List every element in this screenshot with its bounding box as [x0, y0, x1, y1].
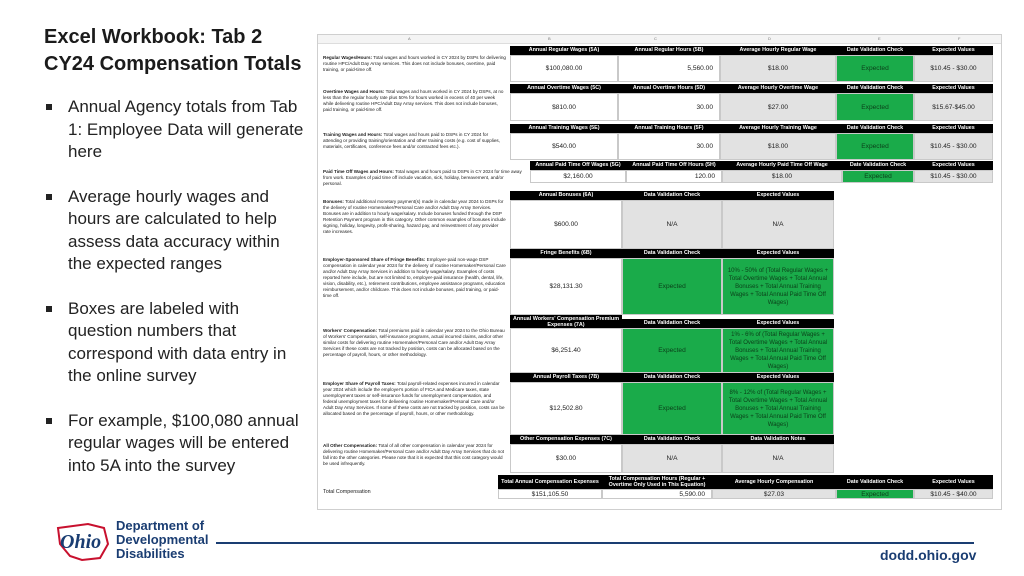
column-letters: A B C D E F: [318, 35, 1001, 44]
table-row: Annual Workers' Compensation Premium Expenses (7A) Data Validation Check Expected Values Workers' Compensation: Total premiums paid in calendar year 2024 to the Ohio Bureau of Workers' Compensation, self-insurance programs, actual incurred claims, and/or other similar costs for delivering routine Homemaker/Personal Care and/or Adult Day Array Services if these costs are not tracked by position, costs can be allocated based on the percentage of payroll, hours, or other methodology. $6,251.40 Expected 1% - 6% of (Total Regular Wages + Total Overtime Wages + Total Annual Bonuses + Total Annual Training Wages + Total Annual Paid Time Off Wages): [318, 315, 1001, 373]
bullet-marker: [46, 306, 52, 312]
bullet-list: [46, 96, 304, 499]
svg-text:Ohio: Ohio: [60, 531, 102, 553]
slide-title: [44, 24, 314, 78]
regular-hours-5b: 5,560.00: [618, 55, 720, 82]
bullet-item: For example, $100,080 annual regular wages will be entered into 5A into the survey: [46, 410, 304, 478]
expected-range: $10.45 - $30.00: [914, 55, 993, 82]
table-row: Fringe Benefits (6B) Data Validation Check Expected Values Employer-Sponsored Share of Fringe Benefits: Employer-paid non-wage DSP compensation in calendar year 2024 for the delivery of routine Homemaker/Personal Care and/or Adult Day Array Services in addition to hourly wage/salary. Examples of costs reported here include, but are not limited to, employer-paid insurance (health, dental, life, vision, disability, etc.), retirement contributions, employee assistance programs, education reimbursement, and/or childcare. This does not include bonuses, paid training, or paid-time off. $28,131.30 Expected 10% - 50% of (Total Regular Wages + Total Overtime Wages + Total Annual Bonuses + Total Annual Training Wages + Total Annual Paid Time Off Wages): [318, 249, 1001, 315]
row-description: Employer-Sponsored Share of Fringe Benefits: Employer-paid non-wage DSP compensation in calendar year 2024 for the delivery of routine Homemaker/Personal Care and/or Adult Day Array Services in addition to hourly wage/salary. Examples of costs reported here include, but are not limited to, employer-paid insurance (health, dental, life, vision, disability, etc.), retirement contributions, employee assistance programs, education reimbursement, and/or childcare. This does not include bonuses, paid training, or paid-time off.: [323, 257, 506, 298]
row-description: Bonuses: Total additional monetary payment(s) made in calendar year 2024 to DSPs for the delivery of routine Homemaker/Personal Care and/or Adult Day Array Services. Bonuses are in addition to hourly wage/salary. Include bonuses funded through the DSP Retention Payment program in this category. Other common examples of bonuses include signing, holiday, longevity, profit-sharing, hazard pay, and reinvestment of any provider rate increases.: [323, 199, 506, 234]
bullet-item: Boxes are labeled with question numbers that correspond with data entry in the online survey: [46, 298, 304, 388]
row-description: Paid Time Off Wages and Hours: Total wages and hours paid to DSPs in CY 2024 for time away from work. Examples of paid time off include vacation, sick, holiday, bereavement, and/or personal.: [323, 169, 522, 186]
bullet-marker: [46, 104, 52, 110]
row-description: Regular Wages/Hours: Total wages and hours worked in CY 2024 by DSPs for delivering routine HPC/Adult Day Array services. This does not include bonuses, overtime, paid training, or paid-time off.: [323, 55, 506, 72]
bullet-item: Annual Agency totals from Tab 1: Employee Data will generate here: [46, 96, 304, 164]
validation-status: Expected: [836, 55, 914, 82]
table-row: Annual Payroll Taxes (7B) Data Validation Check Expected Values Employer Share of Payroll Taxes: Total payroll-related expenses incurred in calendar year 2024 which include the employer's portion of FICA and Medicare taxes, state unemployment taxes or self-insurance funds for unemployment compensation, and federal unemployment taxes for delivering routine Homemaker/Personal Care and/or Adult Day Array Services. If some of these costs are not tracked by position, costs can be allocated based on the percentage of payroll, hours, or other methodology. $12,502.80 Expected 8% - 12% of (Total Regular Wages + Total Overtime Wages + Total Annual Bonuses + Total Annual Training Wages + Total Annual Paid Time Off Wages): [318, 373, 1001, 435]
row-description: Training Wages and Hours: Total wages and hours paid to DSPs in CY 2024 for attending or providing training/orientation and other training costs (e.g. cost of supplies, materials, certificates, conference fees and/or contracted fees etc.).: [323, 132, 500, 149]
bullet-marker: [46, 418, 52, 424]
table-row: Other Compensation Expenses (7C) Data Validation Check Data Validation Notes All Other Compensation: Total of all other compensation in calendar year 2024 for delivering routine Homemaker/Personal Care and/or Adult Day Array Services that do not fall into the other categories. Please note that it is expected that this cost category would be used infrequently. $30.00 N/A N/A: [318, 435, 1001, 473]
table-row: Annual Bonuses (6A) Data Validation Check Expected Values Bonuses: Total additional monetary payment(s) made in calendar year 2024 to DSPs for the delivery of routine Homemaker/Personal Care and/or Adult Day Array Services. Bonuses are in addition to hourly wage/salary. Include bonuses funded through the DSP Retention Payment program in this category. Other common examples of bonuses include signing, holiday, longevity, profit-sharing, hazard pay, and reinvestment of any provider rate increases. $600.00 N/A N/A: [318, 191, 1001, 249]
bullet-item: Average hourly wages and hours are calculated to help assess data accuracy within the expected ranges: [46, 186, 304, 276]
department-name: Department of Developmental Disabilities: [116, 518, 209, 561]
footer-divider: [216, 542, 974, 544]
row-description: All Other Compensation: Total of all other compensation in calendar year 2024 for delivering routine Homemaker/Personal Care and/or Adult Day Array Services that do not fall into the other categories. Please note that it is expected that this cost category would be used infrequently.: [323, 443, 505, 466]
row-description: Employer Share of Payroll Taxes: Total payroll-related expenses incurred in calendar year 2024 which include the employer's portion of FICA and Medicare taxes, state unemployment taxes or self-insurance funds for unemployment compensation, and federal unemployment taxes for delivering routine Homemaker/Personal Care and/or Adult Day Array Services. If some of these costs are not tracked by position, costs can be allocated based on the percentage of payroll, hours, or other methodology.: [323, 381, 505, 416]
bullet-marker: [46, 194, 52, 200]
totals-row: Total Annual Compensation Expenses Total Compensation Hours (Regular + Overtime Only Used in This Equation) Average Hourly Compensation Date Validation Check Expected Values Total Compensation $151,105.50 5,590.00 $27.03 Expected $10.45 - $40.00: [318, 475, 1001, 501]
row-description: Overtime Wages and Hours: Total wages and hours worked in CY 2024 by DSPs, at no less than the regular hourly rate plus 50% for hours worked in excess of 40 per week while delivering routine HPC/Adult Day Array services. This does not include bonuses, paid training, or paid-time off.: [323, 89, 504, 112]
table-row: Annual Overtime Wages (5C) Annual Overtime Hours (5D) Average Hourly Overtime Wage Date Validation Check Expected Values Overtime Wages and Hours: Total wages and hours worked in CY 2024 by DSPs, at no less than the regular hourly rate plus 50% for hours worked in excess of 40 per week while delivering routine HPC/Adult Day Array services. This does not include bonuses, paid training, or paid-time off. $810.00 30.00 $27.00 Expected $15.67-$45.00: [318, 84, 1001, 120]
slide-title-line-2: CY24 Compensation Totals: [44, 53, 302, 75]
table-row: Annual Regular Wages (5A) Annual Regular Hours (5B) Average Hourly Regular Wage Date Validation Check Expected Values Regular Wages/Hours: Total wages and hours worked in CY 2024 by DSPs for delivering routine HPC/Adult Day Array services. This does not include bonuses, overtime, paid training, or paid-time off. $100,080.00 5,560.00 $18.00 Expected $10.45 - $30.00: [318, 46, 1001, 82]
website-url: dodd.ohio.gov: [880, 547, 977, 563]
avg-regular-wage: $18.00: [720, 55, 836, 82]
slide-title-line-1: Excel Workbook: Tab 2: [44, 26, 263, 48]
regular-wages-5a: $100,080.00: [510, 55, 618, 82]
table-row: Annual Paid Time Off Wages (5G) Annual Paid Time Off Hours (5H) Average Hourly Paid Time Off Wage Date Validation Check Expected Values Paid Time Off Wages and Hours: Total wages and hours paid to DSPs in CY 2024 for time away from work. Examples of paid time off include vacation, sick, holiday, bereavement, and/or personal. $2,160.00 120.00 $18.00 Expected $10.45 - $30.00: [318, 161, 1001, 191]
table-row: Annual Training Wages (5E) Annual Training Hours (5F) Average Hourly Training Wage Date Validation Check Expected Values Training Wages and Hours: Total wages and hours paid to DSPs in CY 2024 for attending or providing training/orientation and other training costs (e.g. cost of supplies, materials, certificates, conference fees and/or contracted fees etc.). $540.00 30.00 $18.00 Expected $10.45 - $30.00: [318, 124, 1001, 160]
spreadsheet-screenshot: [317, 34, 1002, 510]
row-description: Workers' Compensation: Total premiums paid in calendar year 2024 to the Ohio Bureau of Workers' Compensation, self-insurance programs, actual incurred claims, and/or other similar costs for delivering routine Homemaker/Personal Care and/or Adult Day Array Services if these costs are not tracked by position, costs can be allocated based on the percentage of payroll, hours, or other methodology.: [323, 328, 505, 357]
